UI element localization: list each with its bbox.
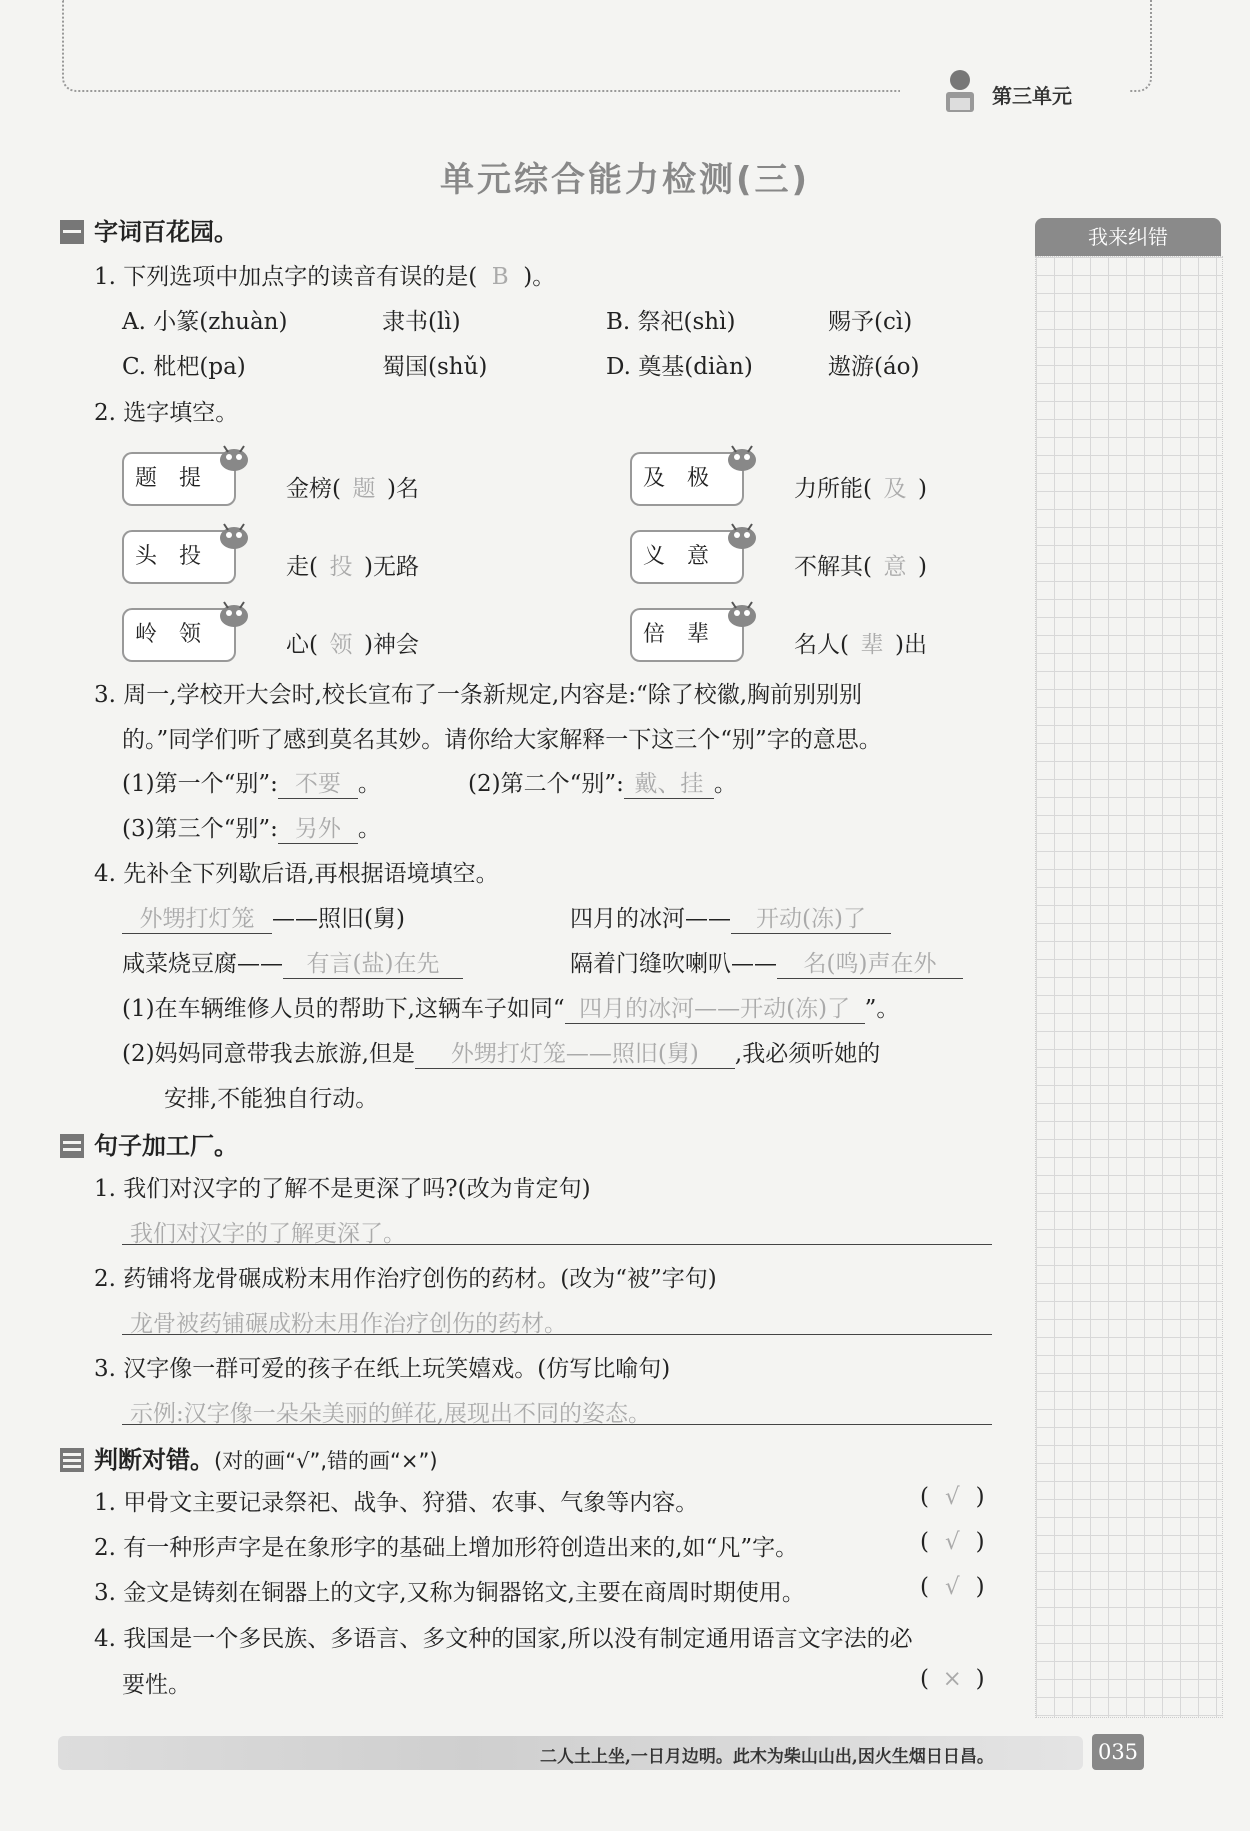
- option-c2: 蜀国(shǔ): [382, 354, 488, 380]
- option-a1: A. 小篆(zhuàn): [122, 309, 288, 335]
- option-b1: B. 祭祀(shì): [606, 309, 736, 335]
- fill-answer: 及: [883, 476, 907, 502]
- sidebar-tab: 我来纠错: [1035, 218, 1221, 256]
- section-heading-text: 句子加工厂。: [94, 1132, 238, 1160]
- stem-hint: (改为肯定句): [457, 1176, 591, 1202]
- section-one-icon: [60, 220, 84, 244]
- part-answer: 另外: [278, 810, 358, 844]
- fill-answer: 辈: [860, 632, 884, 658]
- footer-riddle: 二人土上坐,一日月边明。此木为柴山山出,因火生烟日日昌。: [540, 1747, 994, 1767]
- xiehouyu-text: 隔着门缝吹喇叭——: [570, 951, 777, 977]
- xiehouyu-3: [122, 945, 463, 979]
- choice-chars: 及极: [642, 466, 731, 491]
- stem-text: 1. 下列选项中加点字的读音有误的是(: [94, 264, 478, 290]
- xiehouyu-answer: 有言(盐)在先: [283, 945, 463, 979]
- stem-end: )。: [523, 264, 556, 290]
- s2-q3-answer: 示例:汉字像一朵朵美丽的鲜花,展现出不同的姿态。: [130, 1401, 652, 1427]
- bee-icon: [214, 440, 254, 474]
- page-number: 035: [1092, 1734, 1144, 1770]
- judge-answer-2: ( √ ): [920, 1529, 985, 1555]
- fill-post: )神会: [363, 632, 419, 658]
- fill-pre: 金榜(: [286, 476, 341, 502]
- option-d1: D. 奠基(diàn): [606, 354, 753, 380]
- s1-q3-part2: [468, 765, 737, 799]
- xiehouyu-answer: 外甥打灯笼: [122, 900, 272, 934]
- section-two-icon: [60, 1134, 84, 1158]
- fill-pre: 不解其(: [794, 554, 872, 580]
- judge-mark: √: [944, 1529, 960, 1555]
- s2-q1-stem: [94, 1170, 591, 1203]
- s2-q2-answer: 龙骨被药铺碾成粉末用作治疗创伤的药材。: [130, 1311, 567, 1337]
- choice-chars: 头投: [134, 544, 223, 569]
- char-choice-bubble: [630, 452, 744, 506]
- choice-chars: 倍辈: [642, 622, 731, 647]
- s1-q3-line2: 的。”同学们听了感到莫名其妙。请你给大家解释一下这三个“别”字的意思。: [122, 727, 882, 753]
- fill-post: ): [917, 476, 927, 502]
- section-three-icon: [60, 1448, 84, 1472]
- judge-item-3: 3. 金文是铸刻在铜器上的文字,又称为铜器铭文,主要在商周时期使用。: [94, 1580, 805, 1606]
- option-d2: 遨游(áo): [828, 354, 920, 380]
- xiehouyu-text: 咸菜烧豆腐——: [122, 951, 283, 977]
- judge-mark: √: [944, 1484, 960, 1510]
- fill-post: )名: [386, 476, 419, 502]
- judge-answer-4: ( × ): [920, 1666, 985, 1692]
- stem-text: 3. 汉字像一群可爱的孩子在纸上玩笑嬉戏。: [94, 1356, 538, 1382]
- option-a2: 隶书(lì): [382, 309, 461, 335]
- xiehouyu-4: [570, 945, 963, 979]
- xiehouyu-2: [570, 900, 891, 934]
- judge-answer-1: ( √ ): [920, 1484, 985, 1510]
- fill-pre: 心(: [286, 632, 318, 658]
- context-sentence-2: [122, 1035, 880, 1069]
- part-label: (2)第二个“别”:: [468, 771, 624, 797]
- xiehouyu-text: 四月的冰河——: [570, 906, 731, 932]
- fill-item-1: [286, 470, 419, 503]
- fill-item-5: [286, 626, 419, 659]
- xiehouyu-text: ——照旧(舅): [272, 906, 405, 932]
- bee-icon: [722, 440, 762, 474]
- bee-icon: [214, 518, 254, 552]
- fill-post: )无路: [363, 554, 419, 580]
- judge-mark: √: [944, 1574, 960, 1600]
- part-end: 。: [713, 771, 737, 797]
- option-b2: 赐予(cì): [828, 309, 913, 335]
- fill-pre: 走(: [286, 554, 318, 580]
- option-c1: C. 枇杷(pa): [122, 354, 246, 380]
- sentence-pre: (1)在车辆维修人员的帮助下,这辆车子如同“: [122, 996, 565, 1022]
- s1-q3-part3: [122, 810, 381, 844]
- part-answer: 不要: [278, 765, 358, 799]
- answer-line: [122, 1244, 992, 1245]
- context-sentence-1: [122, 990, 899, 1024]
- s1-q1-stem: [94, 258, 555, 291]
- xiehouyu-answer: 开动(冻)了: [731, 900, 891, 934]
- s1-q3-part1: [122, 765, 381, 799]
- section-heading-2: [60, 1126, 238, 1161]
- fill-answer: 投: [329, 554, 353, 580]
- answer-line: [122, 1424, 992, 1425]
- s2-q3-stem: [94, 1350, 670, 1383]
- part-end: 。: [357, 771, 381, 797]
- context-sentence-2-cont: 安排,不能独自行动。: [164, 1086, 379, 1112]
- unit-header: [900, 68, 1130, 118]
- judge-item-4-cont: 要性。: [122, 1672, 191, 1698]
- choice-chars: 岭领: [134, 622, 223, 647]
- s2-q1-answer: 我们对汉字的了解更深了。: [130, 1221, 406, 1247]
- sentence-answer: 四月的冰河——开动(冻)了: [565, 990, 865, 1024]
- judge-item-4: 4. 我国是一个多民族、多语言、多文种的国家,所以没有制定通用语言文字法的必: [94, 1626, 913, 1652]
- xiehouyu-1: [122, 900, 405, 934]
- s1-q1-answer: B: [491, 264, 509, 290]
- fill-answer: 题: [352, 476, 376, 502]
- s2-q2-stem: [94, 1260, 717, 1293]
- fill-item-3: [286, 548, 419, 581]
- stem-text: 2. 药铺将龙骨碾成粉末用作治疗创伤的药材。: [94, 1266, 561, 1292]
- char-choice-bubble: [122, 452, 236, 506]
- xiehouyu-answer: 名(鸣)声在外: [777, 945, 963, 979]
- section-heading-3: [60, 1440, 438, 1475]
- section-heading-text: 字词百花园。: [94, 218, 238, 246]
- fill-item-4: [794, 548, 927, 581]
- judge-answer-3: ( √ ): [920, 1574, 985, 1600]
- stem-hint: (仿写比喻句): [537, 1356, 671, 1382]
- fill-answer: 领: [329, 632, 353, 658]
- fill-post: ): [917, 554, 927, 580]
- sentence-answer: 外甥打灯笼——照旧(舅): [415, 1035, 735, 1069]
- section-heading-text: 判断对错。: [94, 1446, 214, 1474]
- reading-kid-icon: [940, 68, 980, 116]
- bee-icon: [722, 518, 762, 552]
- fill-item-6: [794, 626, 927, 659]
- char-choice-bubble: [122, 608, 236, 662]
- part-label: (1)第一个“别”:: [122, 771, 278, 797]
- unit-label: 第三单元: [992, 84, 1072, 108]
- page-title: 单元综合能力检测(三): [439, 160, 811, 200]
- sentence-pre: (2)妈妈同意带我去旅游,但是: [122, 1041, 415, 1067]
- s1-q4-stem: 4. 先补全下列歇后语,再根据语境填空。: [94, 861, 499, 887]
- choice-chars: 题提: [134, 466, 223, 491]
- fill-answer: 意: [883, 554, 907, 580]
- fill-item-2: [794, 470, 927, 503]
- section-hint: (对的画“√”,错的画“×”): [214, 1449, 438, 1473]
- bee-icon: [214, 596, 254, 630]
- s1-q2-stem: 2. 选字填空。: [94, 400, 239, 426]
- sentence-post: ,我必须听她的: [734, 1041, 881, 1067]
- judge-item-2: 2. 有一种形声字是在象形字的基础上增加形符创造出来的,如“凡”字。: [94, 1535, 799, 1561]
- char-choice-bubble: [630, 530, 744, 584]
- choice-chars: 义意: [642, 544, 731, 569]
- part-end: 。: [357, 816, 381, 842]
- answer-line: [122, 1334, 992, 1335]
- judge-item-1: 1. 甲骨文主要记录祭祀、战争、狩猎、农事、气象等内容。: [94, 1490, 699, 1516]
- judge-mark: ×: [942, 1666, 962, 1692]
- fill-post: )出: [894, 632, 927, 658]
- char-choice-bubble: [122, 530, 236, 584]
- stem-hint: (改为“被”字句): [560, 1266, 717, 1292]
- s1-q3-line1: 3. 周一,学校开大会时,校长宣布了一条新规定,内容是:“除了校徽,胸前别别别: [94, 682, 863, 708]
- part-answer: 戴、挂: [624, 765, 714, 799]
- bee-icon: [722, 596, 762, 630]
- section-heading-1: [60, 212, 238, 247]
- sentence-post: ”。: [864, 996, 900, 1022]
- part-label: (3)第三个“别”:: [122, 816, 278, 842]
- char-choice-bubble: [630, 608, 744, 662]
- fill-pre: 名人(: [794, 632, 849, 658]
- stem-text: 1. 我们对汉字的了解不是更深了吗?: [94, 1176, 458, 1202]
- fill-pre: 力所能(: [794, 476, 872, 502]
- correction-grid[interactable]: [1035, 256, 1223, 1718]
